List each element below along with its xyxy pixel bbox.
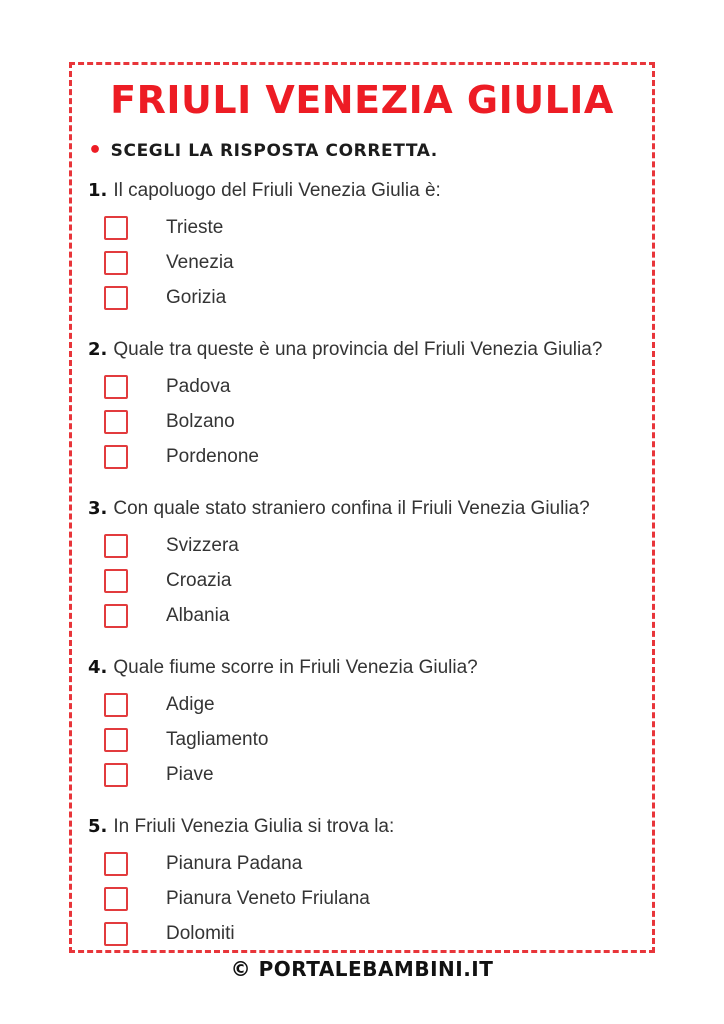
question-block-5 [88,814,636,957]
option-row[interactable] [104,728,636,752]
option-label: Croazia [166,569,232,591]
checkbox[interactable] [104,922,128,946]
option-label: Gorizia [166,286,227,308]
option-row[interactable] [104,852,636,876]
option-row[interactable] [104,251,636,275]
question-text [88,178,636,204]
option-label: Padova [166,375,231,397]
option-row[interactable] [104,410,636,434]
checkbox[interactable] [104,216,128,240]
option-row[interactable] [104,569,636,593]
question-body: Quale tra queste è una provincia del Friuli Venezia Giulia? [113,338,603,360]
copyright-footer: © PORTALEBAMBINI.IT [230,956,494,981]
option-label: Dolomiti [166,922,235,944]
option-label: Adige [166,693,215,715]
option-label: Trieste [166,216,224,238]
question-number: 2. [88,338,108,360]
question-number: 3. [88,497,108,519]
option-row[interactable] [104,763,636,787]
option-label: Bolzano [166,410,235,432]
instruction-text: SCEGLI LA RISPOSTA CORRETTA. [110,140,438,161]
checkbox[interactable] [104,286,128,310]
instruction-line [88,137,636,163]
option-label: Svizzera [166,534,239,556]
question-text [88,496,636,522]
question-block-1 [88,178,636,321]
option-label: Tagliamento [166,728,269,750]
question-text [88,337,636,363]
option-row[interactable] [104,445,636,469]
checkbox[interactable] [104,887,128,911]
question-number: 1. [88,179,108,201]
option-label: Venezia [166,251,234,273]
option-row[interactable] [104,887,636,911]
question-text [88,814,636,840]
checkbox[interactable] [104,251,128,275]
option-row[interactable] [104,286,636,310]
option-row[interactable] [104,604,636,628]
option-row[interactable] [104,375,636,399]
checkbox[interactable] [104,534,128,558]
checkbox[interactable] [104,375,128,399]
question-block-2 [88,337,636,480]
question-body: Quale fiume scorre in Friuli Venezia Giulia? [113,656,478,678]
question-body: Con quale stato straniero confina il Friuli Venezia Giulia? [113,497,590,519]
checkbox[interactable] [104,410,128,434]
worksheet-page [69,62,655,981]
option-label: Pordenone [166,445,259,467]
question-body: In Friuli Venezia Giulia si trova la: [113,815,395,837]
option-row[interactable] [104,693,636,717]
option-label: Albania [166,604,230,626]
question-text [88,655,636,681]
question-number: 5. [88,815,108,837]
checkbox[interactable] [104,852,128,876]
option-label: Piave [166,763,214,785]
option-row[interactable] [104,216,636,240]
checkbox[interactable] [104,604,128,628]
checkbox[interactable] [104,569,128,593]
page-title: FRIULI VENEZIA GIULIA [110,78,614,122]
checkbox[interactable] [104,693,128,717]
checkbox[interactable] [104,445,128,469]
bullet-icon: • [88,137,103,163]
option-label: Pianura Padana [166,852,303,874]
checkbox[interactable] [104,763,128,787]
option-row[interactable] [104,922,636,946]
question-number: 4. [88,656,108,678]
question-block-3 [88,496,636,639]
checkbox[interactable] [104,728,128,752]
question-block-4 [88,655,636,798]
question-body: Il capoluogo del Friuli Venezia Giulia è: [113,179,441,201]
option-label: Pianura Veneto Friulana [166,887,370,909]
option-row[interactable] [104,534,636,558]
